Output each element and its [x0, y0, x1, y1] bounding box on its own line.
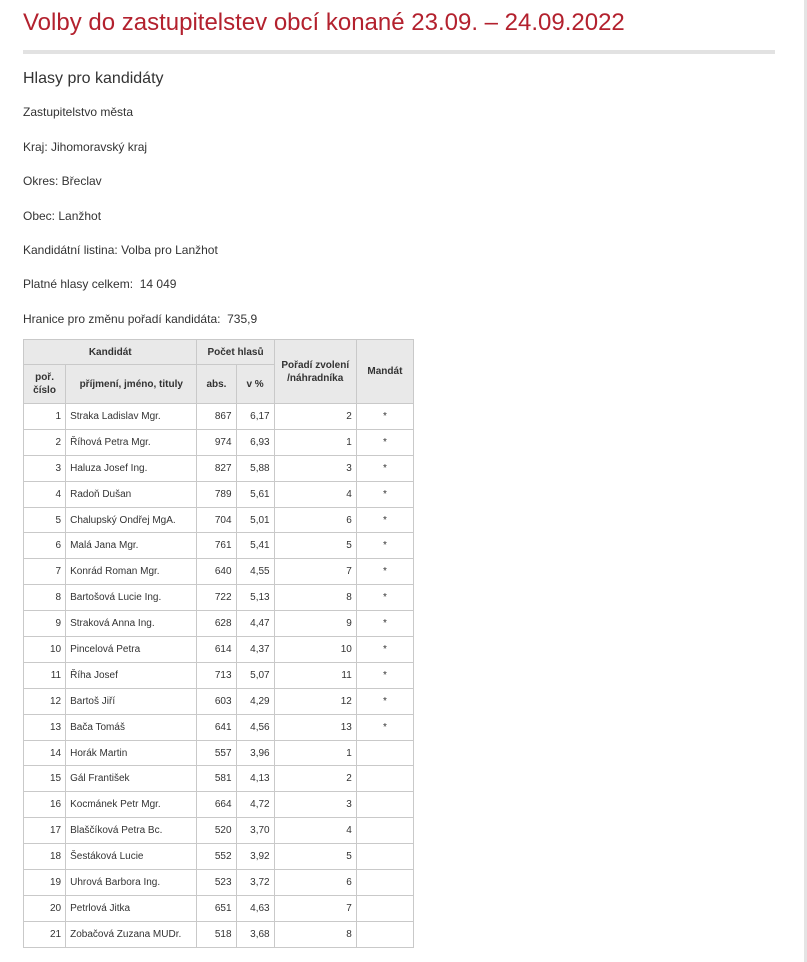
table-row [24, 429, 414, 455]
cell-por: 3 [24, 455, 66, 481]
table-row [24, 870, 414, 896]
cell-abs: 523 [197, 870, 236, 896]
cell-pct: 4,47 [236, 611, 274, 637]
cell-name: Horák Martin [66, 740, 197, 766]
section-title: Hlasy pro kandidáty [23, 70, 164, 87]
cell-mandat: * [356, 533, 413, 559]
cell-por: 13 [24, 714, 66, 740]
cell-abs: 713 [197, 662, 236, 688]
header-mandat: Mandát [356, 340, 413, 404]
cell-por: 6 [24, 533, 66, 559]
cell-por: 18 [24, 844, 66, 870]
cell-poradi: 3 [274, 455, 356, 481]
info-kandidatni-listina: Kandidátní listina: Volba pro Lanžhot [23, 243, 218, 257]
table-row [24, 585, 414, 611]
cell-por: 5 [24, 507, 66, 533]
table-row [24, 662, 414, 688]
cell-abs: 614 [197, 637, 236, 663]
cell-poradi: 6 [274, 507, 356, 533]
hranice-value: 735,9 [227, 312, 258, 326]
candidates-table [23, 339, 414, 948]
cell-name: Blaščíková Petra Bc. [66, 818, 197, 844]
cell-poradi: 4 [274, 818, 356, 844]
platne-hlasy-value: 14 049 [139, 277, 177, 291]
cell-poradi: 8 [274, 585, 356, 611]
cell-pct: 5,61 [236, 481, 274, 507]
table-row [24, 533, 414, 559]
cell-name: Malá Jana Mgr. [66, 533, 197, 559]
cell-mandat [356, 766, 413, 792]
header-pocet-hlasu: Počet hlasů [197, 340, 274, 365]
header-por-cislo: poř. číslo [24, 365, 66, 404]
cell-name: Kocmánek Petr Mgr. [66, 792, 197, 818]
cell-por: 21 [24, 921, 66, 947]
cell-abs: 518 [197, 921, 236, 947]
cell-mandat: * [356, 481, 413, 507]
cell-mandat: * [356, 404, 413, 430]
cell-pct: 4,37 [236, 637, 274, 663]
cell-mandat [356, 921, 413, 947]
cell-poradi: 13 [274, 714, 356, 740]
cell-por: 12 [24, 688, 66, 714]
cell-por: 11 [24, 662, 66, 688]
cell-poradi: 4 [274, 481, 356, 507]
cell-name: Radoň Dušan [66, 481, 197, 507]
cell-pct: 5,88 [236, 455, 274, 481]
cell-pct: 4,72 [236, 792, 274, 818]
cell-pct: 4,29 [236, 688, 274, 714]
cell-poradi: 6 [274, 870, 356, 896]
table-row [24, 559, 414, 585]
cell-name: Haluza Josef Ing. [66, 455, 197, 481]
cell-abs: 664 [197, 792, 236, 818]
cell-mandat [356, 792, 413, 818]
hranice-label: Hranice pro změnu pořadí kandidáta: [23, 312, 221, 326]
cell-mandat: * [356, 559, 413, 585]
cell-pct: 5,01 [236, 507, 274, 533]
cell-abs: 867 [197, 404, 236, 430]
cell-poradi: 2 [274, 766, 356, 792]
table-row [24, 895, 414, 921]
info-kraj: Kraj: Jihomoravský kraj [23, 140, 148, 154]
cell-pct: 3,96 [236, 740, 274, 766]
cell-abs: 789 [197, 481, 236, 507]
cell-pct: 6,93 [236, 429, 274, 455]
cell-poradi: 1 [274, 429, 356, 455]
cell-por: 17 [24, 818, 66, 844]
cell-name: Uhrová Barbora Ing. [66, 870, 197, 896]
info-okres: Okres: Břeclav [23, 174, 102, 188]
table-body [24, 404, 414, 948]
cell-por: 2 [24, 429, 66, 455]
cell-mandat [356, 818, 413, 844]
cell-pct: 3,70 [236, 818, 274, 844]
cell-pct: 3,92 [236, 844, 274, 870]
cell-poradi: 9 [274, 611, 356, 637]
cell-pct: 5,13 [236, 585, 274, 611]
cell-name: Pincelová Petra [66, 637, 197, 663]
cell-por: 8 [24, 585, 66, 611]
cell-poradi: 7 [274, 559, 356, 585]
cell-name: Říha Josef [66, 662, 197, 688]
cell-mandat: * [356, 507, 413, 533]
cell-abs: 628 [197, 611, 236, 637]
cell-poradi: 2 [274, 404, 356, 430]
table-row [24, 921, 414, 947]
info-body: Zastupitelstvo města [23, 105, 134, 119]
cell-por: 14 [24, 740, 66, 766]
cell-name: Říhová Petra Mgr. [66, 429, 197, 455]
cell-abs: 520 [197, 818, 236, 844]
cell-name: Bartoš Jiří [66, 688, 197, 714]
cell-name: Petrlová Jitka [66, 895, 197, 921]
table-row [24, 637, 414, 663]
page-content [23, 0, 775, 940]
cell-poradi: 11 [274, 662, 356, 688]
cell-name: Šestáková Lucie [66, 844, 197, 870]
cell-abs: 552 [197, 844, 236, 870]
cell-por: 15 [24, 766, 66, 792]
cell-abs: 704 [197, 507, 236, 533]
cell-mandat: * [356, 662, 413, 688]
cell-poradi: 7 [274, 895, 356, 921]
cell-mandat: * [356, 455, 413, 481]
cell-pct: 5,07 [236, 662, 274, 688]
cell-abs: 827 [197, 455, 236, 481]
cell-abs: 641 [197, 714, 236, 740]
cell-mandat [356, 895, 413, 921]
cell-pct: 4,13 [236, 766, 274, 792]
info-obec: Obec: Lanžhot [23, 209, 102, 223]
cell-por: 7 [24, 559, 66, 585]
cell-mandat [356, 844, 413, 870]
cell-poradi: 3 [274, 792, 356, 818]
table-row [24, 611, 414, 637]
table-row [24, 792, 414, 818]
cell-mandat [356, 740, 413, 766]
info-hranice [23, 312, 257, 327]
table-row [24, 740, 414, 766]
cell-poradi: 5 [274, 844, 356, 870]
platne-hlasy-label: Platné hlasy celkem: [23, 277, 134, 291]
cell-name: Straková Anna Ing. [66, 611, 197, 637]
cell-poradi: 10 [274, 637, 356, 663]
cell-por: 19 [24, 870, 66, 896]
table-row [24, 818, 414, 844]
cell-por: 4 [24, 481, 66, 507]
cell-name: Bartošová Lucie Ing. [66, 585, 197, 611]
info-platne-hlasy [23, 277, 176, 292]
header-kandidat: Kandidát [24, 340, 197, 365]
page-title: Volby do zastupitelstev obcí konané 23.09. – 24.09.2022 [23, 9, 625, 36]
cell-mandat: * [356, 637, 413, 663]
table-row [24, 507, 414, 533]
table-row [24, 714, 414, 740]
table-row [24, 481, 414, 507]
cell-pct: 3,68 [236, 921, 274, 947]
cell-mandat: * [356, 688, 413, 714]
cell-mandat [356, 870, 413, 896]
cell-abs: 761 [197, 533, 236, 559]
cell-poradi: 12 [274, 688, 356, 714]
cell-pct: 3,72 [236, 870, 274, 896]
title-divider [23, 50, 775, 54]
cell-por: 10 [24, 637, 66, 663]
cell-name: Gál František [66, 766, 197, 792]
cell-por: 1 [24, 404, 66, 430]
cell-poradi: 1 [274, 740, 356, 766]
cell-mandat: * [356, 611, 413, 637]
header-poradi: Pořadí zvolení /náhradníka [274, 340, 356, 404]
cell-poradi: 5 [274, 533, 356, 559]
cell-abs: 722 [197, 585, 236, 611]
header-abs: abs. [197, 365, 236, 404]
cell-mandat: * [356, 714, 413, 740]
cell-abs: 640 [197, 559, 236, 585]
cell-mandat: * [356, 585, 413, 611]
cell-name: Chalupský Ondřej MgA. [66, 507, 197, 533]
cell-name: Konrád Roman Mgr. [66, 559, 197, 585]
cell-mandat: * [356, 429, 413, 455]
cell-pct: 5,41 [236, 533, 274, 559]
cell-name: Zobačová Zuzana MUDr. [66, 921, 197, 947]
cell-abs: 581 [197, 766, 236, 792]
cell-pct: 4,63 [236, 895, 274, 921]
table-row [24, 455, 414, 481]
cell-name: Straka Ladislav Mgr. [66, 404, 197, 430]
cell-pct: 4,56 [236, 714, 274, 740]
cell-por: 16 [24, 792, 66, 818]
table-row [24, 844, 414, 870]
header-prijmeni: příjmení, jméno, tituly [66, 365, 197, 404]
cell-por: 20 [24, 895, 66, 921]
table-row [24, 404, 414, 430]
cell-abs: 557 [197, 740, 236, 766]
cell-por: 9 [24, 611, 66, 637]
cell-name: Bača Tomáš [66, 714, 197, 740]
cell-pct: 6,17 [236, 404, 274, 430]
header-pct: v % [236, 365, 274, 404]
cell-poradi: 8 [274, 921, 356, 947]
cell-pct: 4,55 [236, 559, 274, 585]
cell-abs: 651 [197, 895, 236, 921]
cell-abs: 974 [197, 429, 236, 455]
table-header-row [24, 340, 414, 365]
table-row [24, 766, 414, 792]
cell-abs: 603 [197, 688, 236, 714]
table-row [24, 688, 414, 714]
